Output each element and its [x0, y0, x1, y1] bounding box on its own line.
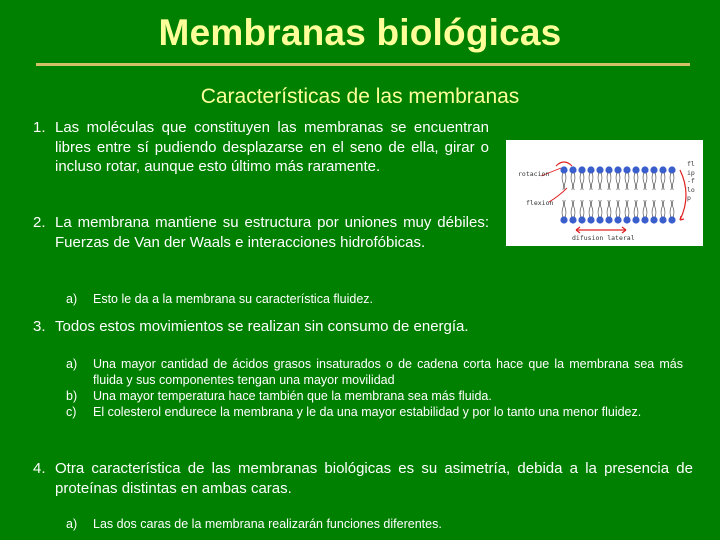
sub-item-text: Una mayor temperatura hace también que la membrana sea más fluida. [93, 389, 492, 403]
lipid-tail [652, 200, 654, 217]
lipid-tail [589, 200, 591, 217]
lipid-tail [618, 200, 620, 217]
lipid-tail [616, 200, 618, 217]
sub-item-4a [66, 516, 666, 532]
sub-item-3a [66, 356, 683, 388]
lipid-tail [643, 173, 645, 190]
lipid-tail [580, 173, 582, 190]
lipid-tail [573, 173, 575, 190]
sub-item-text: Las dos caras de la membrana realizarán funciones diferentes. [93, 517, 442, 531]
lipid-tail [634, 173, 636, 190]
lipid-head [614, 166, 621, 173]
lipid-tail [600, 200, 602, 217]
sub-list-3 [66, 356, 683, 420]
lipid-tail [591, 200, 593, 217]
lipid-head [668, 216, 675, 223]
sub-item-letter: a) [66, 517, 78, 531]
lipid-tail [654, 200, 656, 217]
item-text: Las moléculas que constituyen las membranas se encuentran libres entre sí pudiendo desplazarse en el seno de ella, girar o incluso rotar, aunque esto último más raramente. [55, 119, 489, 175]
lipid-tail [598, 173, 600, 190]
sub-item-3b [66, 388, 683, 404]
lipid-head [587, 166, 594, 173]
lipid-tail [580, 200, 582, 217]
lipid-tail [661, 173, 663, 190]
lipid-head [578, 216, 585, 223]
lipid-tail [625, 173, 627, 190]
lipid-tail [616, 173, 618, 190]
rotation-arrow [556, 162, 572, 166]
rotation-label: rotacion [518, 170, 550, 178]
sub-item-letter: b) [66, 389, 78, 403]
lipid-head [560, 216, 567, 223]
lipid-tail [582, 200, 584, 217]
lipid-tail [670, 173, 672, 190]
lipid-tail [645, 173, 647, 190]
lipid-head [641, 216, 648, 223]
sub-item-text: Esto le da a la membrana su característica fluidez. [93, 292, 373, 306]
lipid-head [605, 216, 612, 223]
lipid-tail [661, 200, 663, 217]
list-item-3 [33, 317, 693, 337]
item-number: 3. [33, 318, 46, 335]
lipid-tail [571, 200, 573, 217]
lipid-head [650, 216, 657, 223]
lipid-tail [625, 200, 627, 217]
lipid-head [569, 216, 576, 223]
lipid-head [641, 166, 648, 173]
lipid-tail [598, 200, 600, 217]
lipid-tail [663, 173, 665, 190]
lipid-head [596, 166, 603, 173]
flip-flop-label: flip-flop [687, 160, 695, 202]
sub-item-letter: a) [66, 292, 78, 306]
lipid-tail [627, 200, 629, 217]
item-text: Otra característica de las membranas biológicas es su asimetría, debida a la presencia de proteínas distintas en ambas caras. [55, 460, 693, 497]
sub-item-letter: a) [66, 357, 78, 371]
lipid-tail [672, 173, 674, 190]
lipid-tail [564, 200, 566, 217]
lipid-tail [636, 200, 638, 217]
lipid-tail [652, 173, 654, 190]
lipid-tail [663, 200, 665, 217]
lipid-tail [607, 173, 609, 190]
lipid-tail [618, 173, 620, 190]
lipid-head [623, 216, 630, 223]
list-item-1 [33, 118, 489, 177]
sub-item-text: Una mayor cantidad de ácidos grasos insaturados o de cadena corta hace que la membrana sea más fluida y sus componentes tengan una mayor movilidad [93, 357, 683, 387]
lipid-head [587, 216, 594, 223]
lipid-tail [589, 173, 591, 190]
lipid-head [659, 216, 666, 223]
lipid-tail [573, 200, 575, 217]
title-divider [36, 63, 690, 66]
membrane-movement-figure [506, 140, 703, 246]
lipid-tail [591, 173, 593, 190]
lipid-tail [562, 173, 564, 190]
lipid-tail [645, 200, 647, 217]
item-number: 1. [33, 119, 46, 136]
item-text: Todos estos movimientos se realizan sin consumo de energía. [55, 318, 469, 335]
list-item-2 [33, 213, 489, 252]
sub-item-3c [66, 404, 683, 420]
lipid-tail [609, 200, 611, 217]
lateral-diffusion-label: difusion lateral [572, 234, 635, 242]
lipid-tail [582, 173, 584, 190]
lipid-head [632, 166, 639, 173]
lipid-head [659, 166, 666, 173]
lipid-head [605, 166, 612, 173]
item-number: 4. [33, 460, 46, 477]
lipid-tail [636, 173, 638, 190]
item-text: La membrana mantiene su estructura por uniones muy débiles: Fuerzas de Van der Waals e interacciones hidrofóbicas. [55, 214, 489, 251]
lipid-tail [643, 200, 645, 217]
lipid-tail [627, 173, 629, 190]
lipid-tail [600, 173, 602, 190]
list-item-4 [33, 459, 693, 498]
sub-item-letter: c) [66, 405, 77, 419]
slide-title: Membranas biológicas [158, 12, 562, 53]
flip-flop-arrow [680, 170, 686, 220]
lipid-head [578, 166, 585, 173]
lipid-head [668, 166, 675, 173]
lipid-head [650, 166, 657, 173]
flexion-label: flexion [526, 199, 554, 207]
lipid-bilayer-illustration [506, 140, 703, 246]
lipid-head [569, 166, 576, 173]
item-number: 2. [33, 214, 46, 231]
lipid-tail [654, 173, 656, 190]
lipid-tail [562, 200, 564, 217]
lipid-tail [564, 173, 566, 190]
lipid-head [623, 166, 630, 173]
slide-subtitle: Características de las membranas [200, 85, 520, 108]
sub-item-2a [66, 291, 466, 307]
lipid-head [596, 216, 603, 223]
lipid-tail [609, 173, 611, 190]
lipid-tail [670, 200, 672, 217]
sub-item-text: El colesterol endurece la membrana y le da una mayor estabilidad y por lo tanto una menor fluidez. [93, 405, 642, 419]
lipid-head [632, 216, 639, 223]
lipid-head [614, 216, 621, 223]
lipid-tail [672, 200, 674, 217]
lipid-head [560, 166, 567, 173]
lipid-tail [634, 200, 636, 217]
lipid-tail [607, 200, 609, 217]
lipid-tail [571, 173, 573, 190]
